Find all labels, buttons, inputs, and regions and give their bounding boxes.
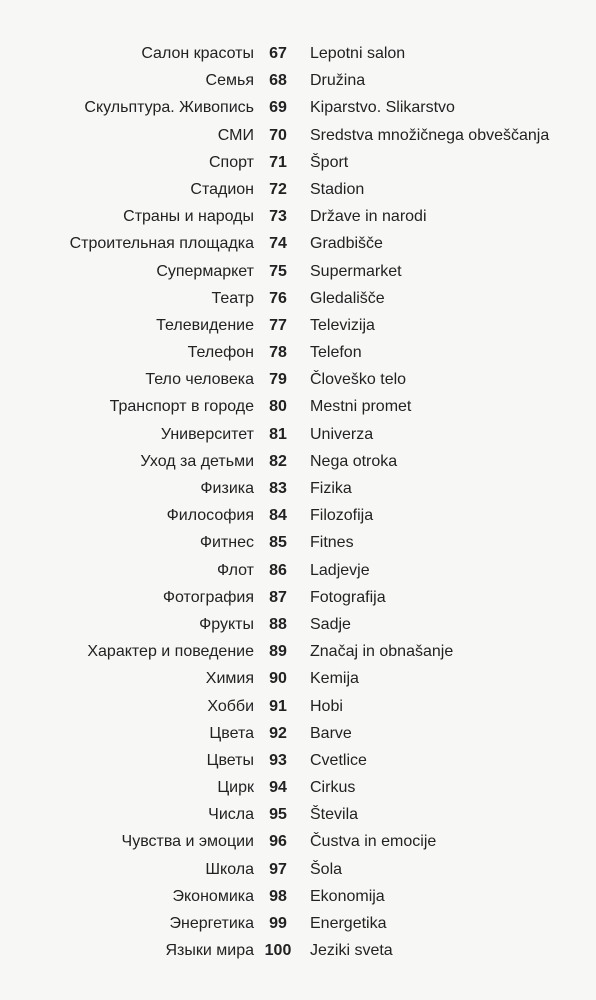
page-number: 81 bbox=[269, 425, 287, 443]
russian-title: Скульптура. Живопись bbox=[84, 99, 254, 117]
russian-title: Тело человека bbox=[145, 371, 254, 389]
russian-title: Хобби bbox=[207, 697, 254, 715]
page-number: 84 bbox=[269, 507, 287, 525]
page-number: 91 bbox=[269, 697, 287, 715]
slovenian-title: Jeziki sveta bbox=[310, 942, 393, 960]
page-number: 71 bbox=[269, 153, 287, 171]
slovenian-title: Fitnes bbox=[310, 534, 354, 552]
slovenian-title: Čustva in emocije bbox=[310, 833, 437, 851]
toc-entry bbox=[0, 67, 596, 94]
slovenian-title: Fotografija bbox=[310, 588, 386, 606]
russian-title: Фитнес bbox=[199, 534, 254, 552]
slovenian-title: Nega otroka bbox=[310, 452, 398, 470]
toc-entry bbox=[0, 339, 596, 366]
toc-entry bbox=[0, 828, 596, 855]
slovenian-title: Mestni promet bbox=[310, 398, 412, 416]
slovenian-title: Cvetlice bbox=[310, 751, 367, 769]
toc-entry bbox=[0, 611, 596, 638]
russian-title: Экономика bbox=[172, 887, 254, 905]
toc-entry bbox=[0, 665, 596, 692]
page-number: 69 bbox=[269, 99, 287, 117]
slovenian-title: Družina bbox=[310, 72, 366, 90]
toc-entry bbox=[0, 122, 596, 149]
toc-entry bbox=[0, 557, 596, 584]
page-number: 79 bbox=[269, 371, 287, 389]
page-number: 83 bbox=[269, 480, 287, 497]
slovenian-title: Šola bbox=[310, 860, 343, 878]
slovenian-title: Supermarket bbox=[310, 262, 402, 280]
toc-entry bbox=[0, 40, 596, 67]
russian-title: Строительная площадка bbox=[69, 235, 254, 253]
slovenian-title: Televizija bbox=[310, 316, 375, 334]
toc-entry bbox=[0, 584, 596, 611]
page-number: 95 bbox=[269, 806, 287, 824]
russian-title: Супермаркет bbox=[156, 262, 254, 280]
russian-title: Уход за детьми bbox=[140, 452, 254, 470]
slovenian-title: Cirkus bbox=[310, 779, 356, 797]
toc-entry bbox=[0, 258, 596, 285]
toc-entry bbox=[0, 720, 596, 747]
slovenian-title: Filozofija bbox=[310, 507, 374, 525]
russian-title: СМИ bbox=[217, 126, 254, 144]
russian-title: Цвета bbox=[209, 724, 254, 742]
slovenian-title: Kiparstvo. Slikarstvo bbox=[310, 99, 455, 117]
toc-entry bbox=[0, 529, 596, 556]
toc-entry bbox=[0, 475, 596, 502]
toc-entry bbox=[0, 230, 596, 257]
page-number: 80 bbox=[269, 398, 287, 416]
russian-title: Цирк bbox=[217, 779, 254, 797]
page-number: 87 bbox=[269, 588, 287, 606]
page-number: 96 bbox=[269, 833, 287, 851]
toc-entry bbox=[0, 883, 596, 910]
slovenian-title: Barve bbox=[310, 724, 352, 742]
toc-entry bbox=[0, 203, 596, 230]
page-number: 78 bbox=[269, 344, 287, 362]
page-number: 85 bbox=[269, 534, 287, 552]
page-number: 86 bbox=[269, 561, 287, 579]
toc-entry bbox=[0, 502, 596, 529]
toc-entry bbox=[0, 94, 596, 121]
toc-entry bbox=[0, 285, 596, 312]
slovenian-title: Energetika bbox=[310, 915, 387, 932]
toc-entry bbox=[0, 176, 596, 203]
slovenian-title: Značaj in obnašanje bbox=[310, 643, 454, 661]
russian-title: Химия bbox=[205, 670, 254, 688]
toc-entry bbox=[0, 638, 596, 665]
russian-title: Фотография bbox=[162, 588, 254, 606]
toc-entry bbox=[0, 801, 596, 828]
russian-title: Телевидение bbox=[156, 316, 254, 334]
slovenian-title: Stadion bbox=[310, 180, 365, 198]
page-number: 75 bbox=[269, 262, 287, 280]
page-number: 77 bbox=[269, 316, 287, 334]
toc-entry bbox=[0, 149, 596, 176]
russian-title: Философия bbox=[166, 507, 254, 525]
toc-entry bbox=[0, 693, 596, 720]
page-number: 72 bbox=[269, 180, 287, 198]
russian-title: Чувства и эмоции bbox=[121, 833, 254, 851]
russian-title: Университет bbox=[160, 425, 254, 443]
russian-title: Цветы bbox=[206, 751, 254, 769]
slovenian-title: Števila bbox=[310, 806, 359, 824]
russian-title: Физика bbox=[200, 480, 254, 497]
slovenian-title: Gradbišče bbox=[310, 235, 383, 253]
page-number: 100 bbox=[264, 942, 292, 960]
toc-entry bbox=[0, 448, 596, 475]
page-number: 94 bbox=[269, 779, 287, 797]
russian-title: Языки мира bbox=[165, 942, 254, 960]
slovenian-title: Lepotni salon bbox=[310, 45, 406, 62]
page-number: 73 bbox=[269, 208, 287, 226]
toc-entry bbox=[0, 312, 596, 339]
slovenian-title: Sredstva množičnega obveščanja bbox=[310, 126, 550, 144]
russian-title: Театр bbox=[211, 289, 254, 307]
page-number: 82 bbox=[269, 452, 287, 470]
toc-entry bbox=[0, 774, 596, 801]
page-number: 92 bbox=[269, 724, 287, 742]
russian-title: Числа bbox=[208, 806, 254, 824]
russian-title: Салон красоты bbox=[141, 45, 254, 62]
slovenian-title: Ekonomija bbox=[310, 887, 385, 905]
page-number: 76 bbox=[269, 289, 287, 307]
russian-title: Транспорт в городе bbox=[109, 398, 254, 416]
toc-entry bbox=[0, 366, 596, 393]
toc-list bbox=[0, 40, 596, 964]
toc-entry bbox=[0, 910, 596, 937]
page-number: 74 bbox=[269, 235, 287, 253]
page-number: 70 bbox=[269, 126, 287, 144]
toc-entry bbox=[0, 937, 596, 964]
page-number: 68 bbox=[269, 72, 287, 90]
page-number: 88 bbox=[269, 615, 287, 633]
russian-title: Стадион bbox=[190, 180, 254, 198]
slovenian-title: Hobi bbox=[310, 697, 343, 715]
slovenian-title: Kemija bbox=[310, 670, 359, 688]
toc-entry bbox=[0, 393, 596, 420]
slovenian-title: Države in narodi bbox=[310, 208, 427, 226]
slovenian-title: Univerza bbox=[310, 425, 374, 443]
page-number: 99 bbox=[269, 915, 287, 932]
russian-title: Фрукты bbox=[199, 615, 254, 633]
slovenian-title: Gledališče bbox=[310, 289, 385, 307]
toc-entry bbox=[0, 747, 596, 774]
slovenian-title: Fizika bbox=[310, 480, 352, 497]
slovenian-title: Ladjevje bbox=[310, 561, 370, 579]
russian-title: Страны и народы bbox=[123, 208, 254, 226]
russian-title: Телефон bbox=[187, 344, 254, 362]
page-number: 98 bbox=[269, 887, 287, 905]
slovenian-title: Telefon bbox=[310, 344, 362, 362]
page-number: 93 bbox=[269, 751, 287, 769]
page-number: 89 bbox=[269, 643, 287, 661]
page-number: 90 bbox=[269, 670, 287, 688]
slovenian-title: Šport bbox=[310, 153, 349, 171]
toc-entry bbox=[0, 421, 596, 448]
russian-title: Семья bbox=[205, 72, 254, 90]
russian-title: Спорт bbox=[209, 153, 254, 171]
russian-title: Школа bbox=[205, 860, 254, 878]
page-number: 67 bbox=[269, 45, 287, 62]
page-number: 97 bbox=[269, 860, 287, 878]
toc-entry bbox=[0, 856, 596, 883]
russian-title: Характер и поведение bbox=[87, 643, 254, 661]
slovenian-title: Človeško telo bbox=[310, 371, 407, 389]
slovenian-title: Sadje bbox=[310, 615, 351, 633]
russian-title: Энергетика bbox=[169, 915, 254, 932]
russian-title: Флот bbox=[216, 561, 254, 579]
